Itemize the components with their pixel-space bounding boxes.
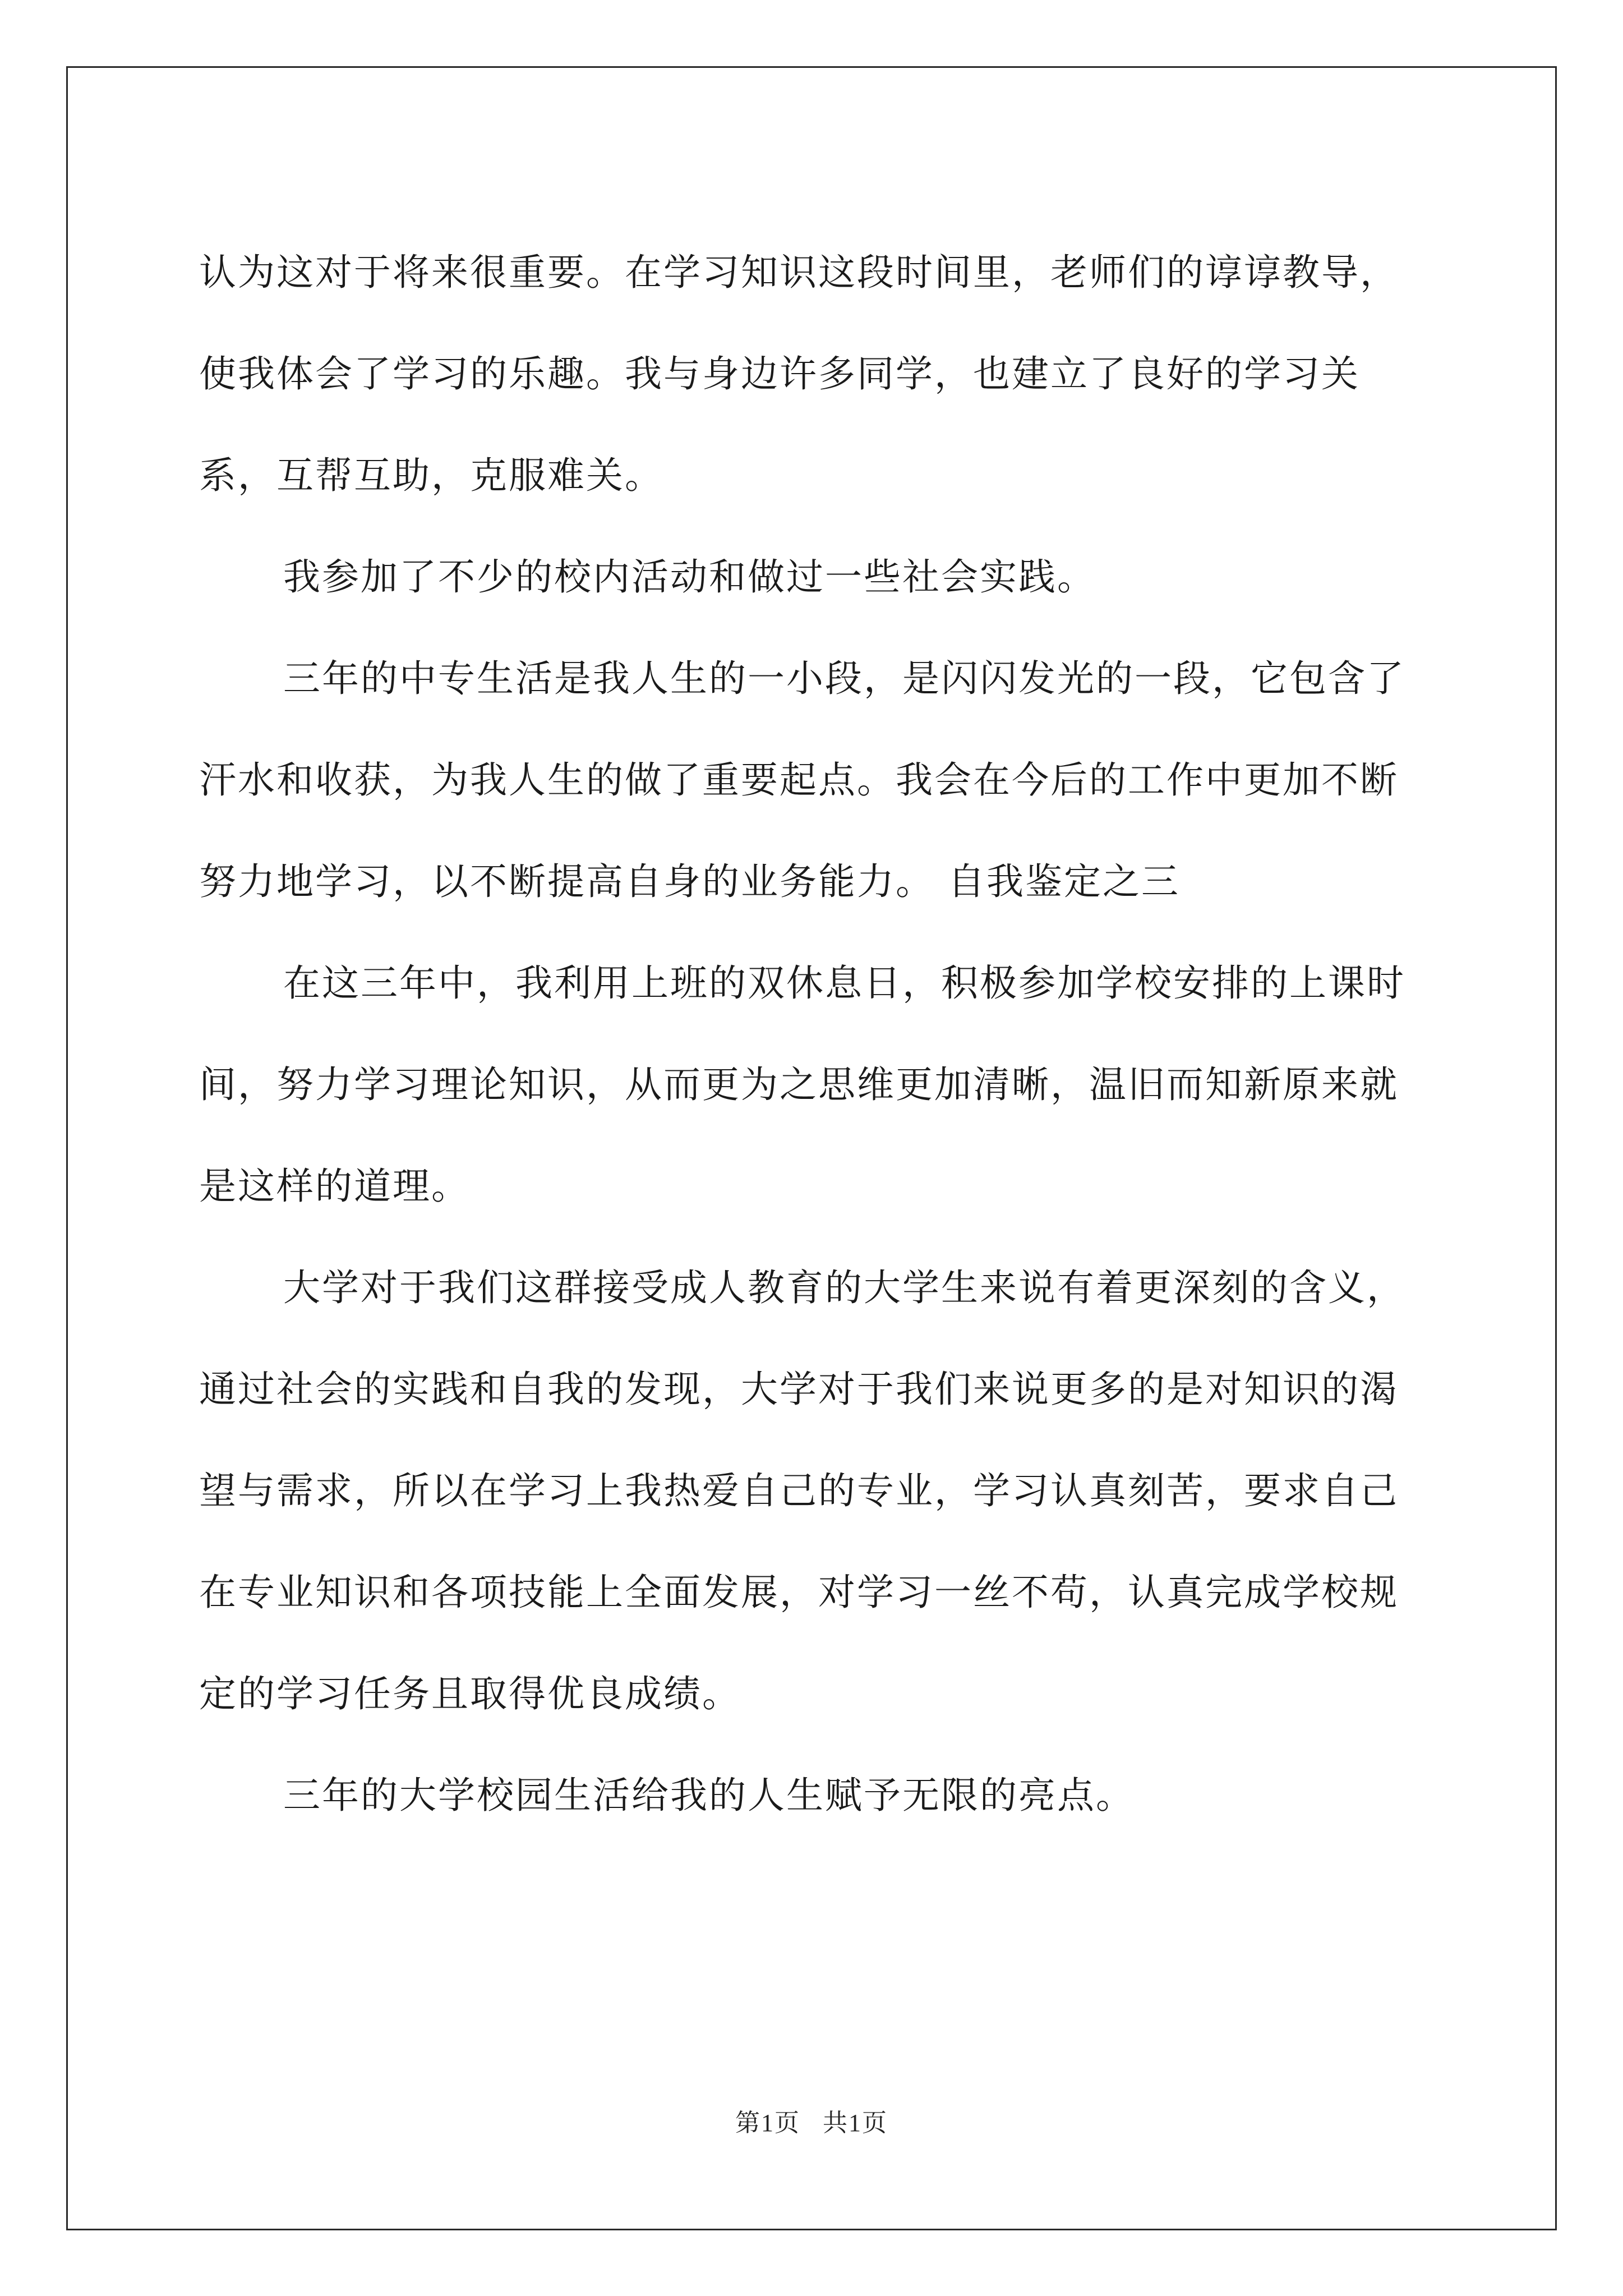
- paragraph-6: 三年的大学校园生活给我的人生赋予无限的亮点。: [283, 1774, 1135, 1817]
- page-number: 第1页: [735, 2109, 800, 2137]
- page-footer: [0, 2102, 1623, 2138]
- document-body: [199, 222, 1433, 1846]
- paragraph-4: 在这三年中，我利用上班的双休息日，积极参加学校安排的上课时间，努力学习理论知识，从而更为之思维更加清晰，温旧而知新原来就是这样的道理。: [199, 961, 1405, 1208]
- paragraph-5: 大学对于我们这群接受成人教育的大学生来说有着更深刻的含义，通过社会的实践和自我的发现，大学对于我们来说更多的是对知识的渴望与需求，所以在学习上我热爱自己的专业，学习认真刻苦，要求自己在专业知识和各项技能上全面发展，对学习一丝不苟，认真完成学校规定的学习任务且取得优良成绩。: [199, 1266, 1405, 1715]
- paragraph-1: 认为这对于将来很重要。在学习知识这段时间里，老师们的谆谆教导，使我体会了学习的乐趣。我与身边许多同学，也建立了良好的学习关系，互帮互助，克服难关。: [199, 251, 1399, 497]
- page-total: 共1页: [823, 2109, 888, 2137]
- paragraph-3: 三年的中专生活是我人生的一小段，是闪闪发光的一段，它包含了汗水和收获，为我人生的做了重要起点。我会在今后的工作中更加不断努力地学习，以不断提高自身的业务能力。 自我鉴定之三: [199, 657, 1405, 903]
- paragraph-2: 我参加了不少的校内活动和做过一些社会实践。: [283, 555, 1096, 599]
